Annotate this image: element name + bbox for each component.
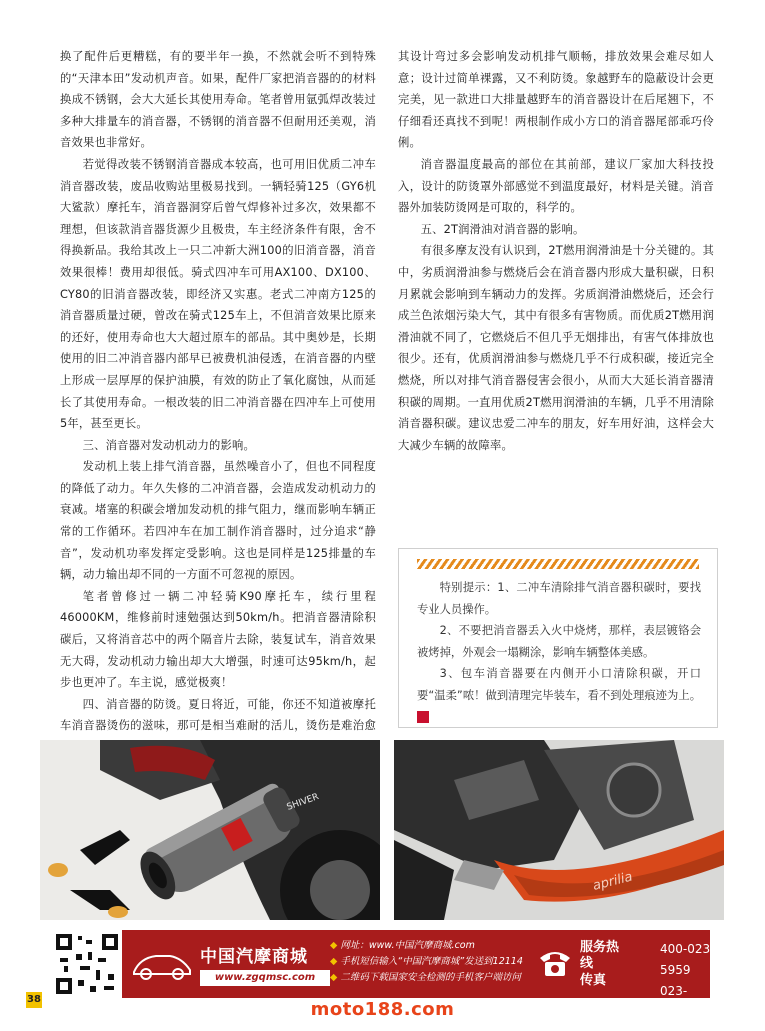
- tips-box: [398, 548, 718, 728]
- fax-number: 023-67731065: [660, 984, 722, 1019]
- page-number: 38: [26, 992, 42, 1008]
- paragraph: 发动机上装上排气消音器，虽然噪音小了，但也不同程度的降低了动力。年久失修的二冲消音器，会造成发动机动力的衰减。堵塞的积碳会增加发动机的排气阻力，继而影响车辆正常的工作循环。若四冲车在加工制作消音器时，过分追求“静音”，发动机功率发挥定受影响。这也是同样是125排量的车辆，动力输出却不同的一方面不可忽视的原因。: [60, 460, 376, 582]
- tip-item: 特别提示：1、二冲车清除排气消音器积碳时，要找专业人员操作。: [417, 581, 701, 616]
- paragraph: 有很多摩友没有认识到，2T燃用润滑油是十分关键的。其中，劣质润滑油参与燃烧后会在消音器内形成大量积碳，日积月累就会影响到车辆动力的发挥。劣质润滑油燃烧后，还会行成兰色浓烟污染大气，其中有很多有害物质。而优质2T燃用润滑油就不同了，它燃烧后不但几乎无烟排出，有害气体排放也很少。还有，优质润滑油参与燃烧几乎不行成积碳，接近完全燃烧，所以对排气消音器侵害会很小，从而大大延长消音器清积碳的周期。一直用优质2T燃用润滑油的车辆，几乎不用清除消音器积碳。建议忠爱二冲车的朋友，好车用好油，这样会大大减少车辆的故障率。: [398, 244, 714, 452]
- paragraph: 其设计弯过多会影响发动机排气顺畅，排放效果会难尽如人意；设计过简单裸露，又不利防烫。象越野车的隐蔽设计会更完美，见一款进口大排量越野车的消音器设计在后尾翘下，不仔细看还真找不到呢！两根制作成小方口的消音器尾部乖巧伶俐。: [398, 50, 714, 150]
- brand-title: 中国汽摩商城: [200, 947, 308, 967]
- paragraph: 消音器温度最高的部位在其前部，建议厂家加大科技投入，设计的防烫罩外部感觉不到温度最好，材料是关键。消音器外加装防烫网是可取的，科学的。: [398, 157, 714, 215]
- exhaust-photo-right: [394, 740, 724, 920]
- section-heading: 三、消音器对发动机动力的影响。: [82, 438, 256, 452]
- info-line: ◆ 二维码下载国家安全检测的手机客户端访问: [330, 972, 521, 983]
- service-hotline-label: 服务热线: [580, 940, 620, 971]
- decorative-stripe: [417, 559, 699, 569]
- paragraph: 换了配件后更糟糕，有的要半年一换，不然就会听不到特殊的“天津本田”发动机声音。如果，配件厂家把消音器的的材料换成不锈钢，会大大延长其使用寿命。笔者曾用氩弧焊改装过多种大排量车的消音器，不锈钢的消音器不但耐用还美观，消音效果也非常好。: [60, 50, 376, 150]
- fax-label: 传真: [580, 973, 607, 988]
- motorcycle-exhaust-image: [40, 740, 380, 920]
- service-number: 400-023-5959: [660, 942, 715, 977]
- tips-text: [417, 577, 701, 728]
- exhaust-photo-left: [40, 740, 380, 920]
- tip-item: 2、不要把消音器丢入火中烧烤，那样，表层镀铬会被烤掉，外观会一塌糊涂，影响车辆整体美感。: [417, 624, 701, 659]
- phone-icon: [538, 948, 572, 978]
- photo-brand-label: aprilia: [591, 869, 635, 894]
- banner-info: [330, 938, 523, 986]
- article-left-column: [60, 46, 376, 780]
- motorcycle-engine-image: [394, 740, 724, 920]
- paragraph: 笔者曾修过一辆二冲轻骑K90摩托车，续行里程46000KM，维修前时速勉强达到50km/h。把消音器清除积碳后，又将消音芯中的两个隔音片去除，装复试车，消音效果无大碍，发动机动力输出却大大增强，时速可达95km/h，起步也更冲了。车主说，感觉极爽！: [60, 589, 376, 690]
- site-footer: moto188.com: [310, 999, 455, 1020]
- tip-item-text: 3、包车消音器要在内侧开小口清除积碳，开口要“温柔”哝！做到清理完毕装车，看不到处理痕迹为上。: [417, 667, 701, 702]
- brand-url: www.zgqmsc.com: [200, 970, 330, 986]
- paragraph: 四、消音器的防烫。夏日将近，可能，你还不知道被摩托车消音器烫伤的滋味，那可是相当难耐的活儿，烫伤是难治愈: [60, 697, 376, 733]
- end-mark-icon: N: [417, 711, 429, 723]
- photo-brand-label: SHIVER: [285, 792, 321, 813]
- section-heading: 五、2T润滑油对消音器的影响。: [420, 222, 585, 236]
- paragraph: 若觉得改装不锈钢消音器成本较高，也可用旧优质二冲车消音器改装，废品收购站里极易找到。一辆轻骑125（GY6机大鲨款）摩托车，消音器洞穿后曾气焊修补过多次，效果都不理想，但该款消音器货源少且极贵，车主经济条件有限，舍不得换新品。我给其改上一只二冲新大洲100的旧消音器，消音效果很棒！费用却很低。骑式四冲车可用AX100、DX100、CY80的旧消音器改装，即经济又实惠。老式二冲南方125的消音器质量过硬，曾改在骑式125车上，不但消音效果比原来的还好，使用寿命也大大超过原车的部品。其中奥妙是，长期使用的旧二冲消音器内部早已被费机油侵透，在消音器的内壁上形成一层厚厚的保护油膜，有效的防止了氧化腐蚀，从而延长了其使用寿命。一根改装的旧二冲消音器在四冲车上可使用5年，甚至更长。: [60, 157, 376, 431]
- info-line: ◆ 网址：www.中国汽摩商城.com: [330, 940, 475, 951]
- car-logo-icon: [130, 946, 194, 982]
- tip-item: [417, 663, 701, 728]
- article-right-column: [398, 46, 714, 456]
- service-labels: [580, 940, 620, 990]
- qr-code-icon: [52, 930, 122, 998]
- info-line: ◆ 手机短信输入“中国汽摩商城”发送到12114: [330, 956, 523, 967]
